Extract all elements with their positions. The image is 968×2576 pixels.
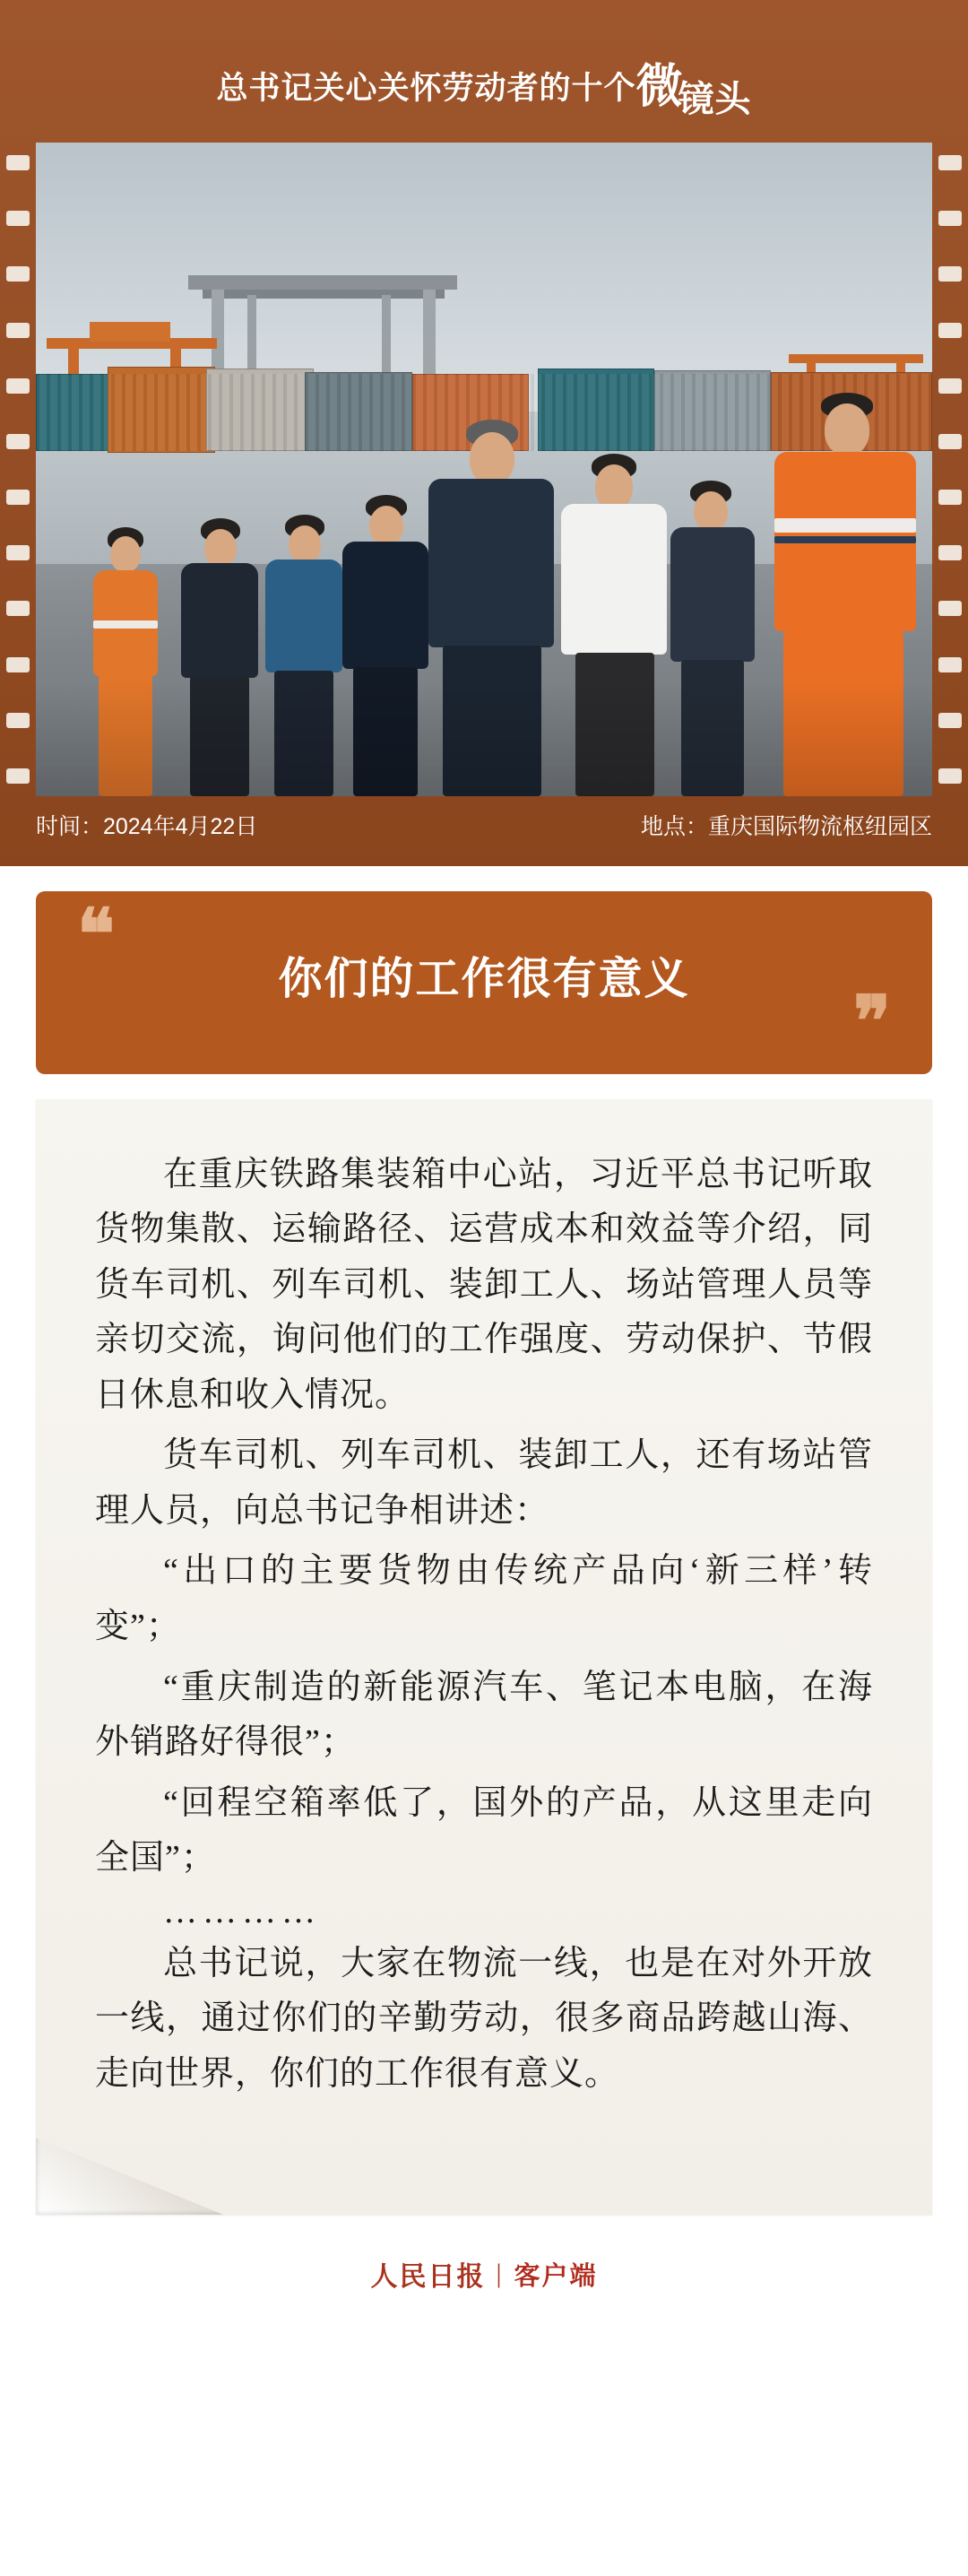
quote-text: 你们的工作很有意义 [278, 954, 690, 1003]
caption-time: 时间：2024年4月22日 [36, 814, 258, 839]
photo-caption [36, 809, 932, 857]
paragraph-1: 在重庆铁路集装箱中心站，习近平总书记听取货物集散、运输路径、运营成本和效益等介绍，同货车司机、列车司机、装卸工人、场站管理人员等亲切交流，询问他们的工作强度、劳动保护、节假日休息和收入情况。 [95, 1155, 873, 1414]
footer-brand: 人民日报 [370, 2262, 486, 2293]
paragraph-5: “回程空箱率低了，国外的产品，从这里走向全国”； [95, 1783, 873, 1878]
poster-header [0, 0, 968, 866]
quote-card [36, 891, 932, 1074]
paragraph-3: “出口的主要货物由传统产品向‘新三样’转变”； [95, 1552, 873, 1645]
page-curl-decoration [36, 2138, 224, 2215]
paragraph-4: “重庆制造的新能源汽车、笔记本电脑，在海外销路好得很”； [95, 1668, 873, 1762]
quote-close-mark: ❞ [853, 982, 891, 1061]
quote-open-mark: ❝ [77, 896, 115, 974]
ellipsis-line: ………… [163, 1892, 321, 1930]
photo-scene [36, 143, 932, 796]
paragraph-final: 总书记说，大家在物流一线，也是在对外开放一线，通过你们的辛勤劳动，很多商品跨越山海、走向世界，你们的工作很有意义。 [95, 1944, 873, 2093]
footer-separator: | [496, 2259, 504, 2289]
film-strip [0, 143, 968, 796]
paragraph-2: 货车司机、列车司机、装卸工人，还有场站管理人员，向总书记争相讲述： [95, 1436, 873, 1530]
page-title [0, 0, 968, 143]
footer [0, 2215, 968, 2324]
caption-place: 地点：重庆国际物流枢纽园区 [640, 814, 932, 839]
article-body [36, 1099, 932, 2216]
footer-app-name: 客户端 [514, 2261, 598, 2291]
headline-prefix: 总书记关心关怀劳动者的十个 [216, 71, 636, 106]
news-photo [36, 143, 932, 796]
film-perforations-left [6, 143, 30, 796]
headline-big-second: 镜头 [678, 80, 752, 119]
film-perforations-right [938, 143, 962, 796]
headline-big: 微 [635, 61, 684, 113]
footer-logo [370, 2254, 597, 2294]
